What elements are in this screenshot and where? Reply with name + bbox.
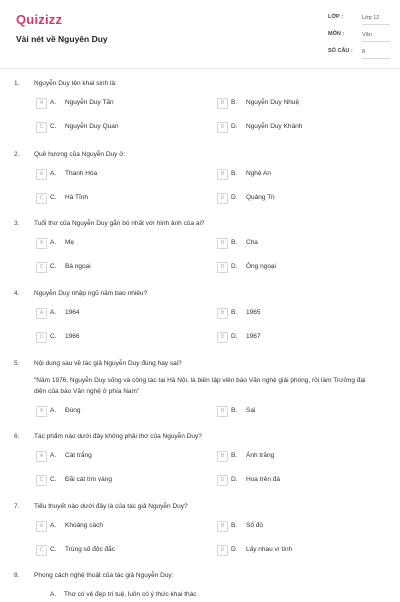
meta-row-class — [328, 12, 390, 26]
option-checkbox[interactable]: B — [217, 521, 228, 532]
option-checkbox[interactable]: D — [217, 545, 228, 556]
question-text: Phong cách nghệ thuật của tác giả Nguyễn Duy: — [34, 572, 174, 579]
option-text: Nguyễn Duy Nhuệ — [246, 99, 300, 106]
option-letter: A. — [50, 522, 57, 529]
option-letter: C. — [50, 194, 57, 201]
option-letter: B. — [231, 170, 238, 177]
question-text: Tiểu thuyết nào dưới đây là của tác giả Nguyễn Duy? — [34, 503, 188, 510]
option-text: Thanh Hóa — [65, 170, 98, 177]
option-text: Cha — [246, 239, 258, 246]
option-text: Ông ngoại — [246, 263, 276, 270]
question-text: Nguyễn Duy tên khai sinh là: — [34, 80, 117, 87]
question-text: Tác phẩm nào dưới đây không phải thơ của Nguyễn Duy? — [34, 433, 202, 440]
option-checkbox[interactable]: A — [36, 98, 47, 109]
option-letter: C. — [50, 476, 57, 483]
option-checkbox[interactable]: C — [36, 545, 47, 556]
option-text: Nguyễn Duy Quan — [65, 123, 119, 130]
meta-value: 8 — [362, 46, 390, 59]
question-number: 3. — [14, 220, 20, 227]
option-text: Hoa trên đá — [246, 476, 280, 483]
option-letter: B. — [231, 239, 238, 246]
option-text: Đãi cát tìm vàng — [65, 476, 112, 483]
option-text: Ánh trăng — [246, 452, 275, 459]
option-checkbox[interactable]: A — [36, 308, 47, 319]
option-text: 1967 — [246, 333, 261, 340]
option-letter: B. — [231, 407, 238, 414]
option-checkbox[interactable]: C — [36, 475, 47, 486]
option-checkbox[interactable]: D — [217, 262, 228, 273]
question-number: 5. — [14, 360, 20, 367]
option-checkbox[interactable]: B — [217, 451, 228, 462]
option-text: 1964 — [65, 309, 80, 316]
question-text: Nội dung sau về tác giả Nguyễn Duy đúng hay sai? — [34, 360, 182, 367]
option-letter: D. — [231, 263, 238, 270]
meta-label: MÔN : — [328, 31, 345, 37]
option-checkbox[interactable]: B — [217, 169, 228, 180]
option-checkbox[interactable]: B — [217, 98, 228, 109]
option-text: Sổ đỏ — [246, 522, 263, 529]
meta-label: SỐ CÂU : — [328, 48, 353, 54]
option-checkbox[interactable]: C — [36, 122, 47, 133]
option-text: Lấy nhau vì tình — [246, 546, 293, 553]
option-letter: D. — [231, 194, 238, 201]
option-checkbox[interactable]: A — [36, 169, 47, 180]
meta-row-subject — [328, 29, 390, 43]
worksheet-title: Vài nét về Nguyên Duy — [16, 34, 108, 44]
option-letter: C. — [50, 333, 57, 340]
option-checkbox[interactable]: D — [217, 193, 228, 204]
option-checkbox[interactable]: B — [217, 238, 228, 249]
question-number: 8. — [14, 572, 20, 579]
option-text: Quảng Trị — [246, 194, 275, 201]
option-letter: D. — [231, 476, 238, 483]
option-letter: B. — [231, 309, 238, 316]
meta-value: Lớp 12 — [362, 12, 390, 25]
option-checkbox[interactable]: A — [36, 406, 47, 417]
option-checkbox[interactable]: C — [36, 262, 47, 273]
option-text: Nguyễn Duy Tấn — [65, 99, 114, 106]
option-letter: A. — [50, 239, 57, 246]
option-checkbox[interactable]: B — [217, 308, 228, 319]
question-text: Quê hương của Nguyễn Duy ở: — [34, 151, 126, 158]
quizizz-logo: Quizizz — [16, 12, 63, 27]
worksheet-header — [0, 0, 400, 69]
option-text: 1966 — [65, 333, 80, 340]
option-letter: D. — [231, 123, 238, 130]
option-text: Nghệ An — [246, 170, 271, 177]
question-number: 2. — [14, 151, 20, 158]
option-letter: B. — [231, 522, 238, 529]
option-text: Khoảng cách — [65, 522, 103, 529]
option-text: Trùng số độc đắc — [65, 546, 115, 553]
option-text: 1965 — [246, 309, 261, 316]
option-text: Bà ngoại — [65, 263, 91, 270]
question-quote: "Năm 1976, Nguyễn Duy sống và công tác tại Hà Nội, là biên tập viên báo Văn nghệ giải phóng, rồi làm Trưởng đại diện của báo Văn nghệ ở phía Nam" — [34, 377, 366, 395]
option-checkbox[interactable]: C — [36, 193, 47, 204]
option-letter: B. — [231, 99, 238, 106]
option-checkbox[interactable]: A — [36, 238, 47, 249]
option-checkbox[interactable]: D — [217, 475, 228, 486]
option-text: Cát trắng — [65, 452, 92, 459]
question-text: Nguyễn Duy nhập ngũ năm bao nhiêu? — [34, 290, 148, 297]
question-number: 4. — [14, 290, 20, 297]
option-checkbox[interactable]: A — [36, 521, 47, 532]
meta-value: Văn — [362, 29, 390, 42]
option-letter: A. — [50, 407, 57, 414]
question-number: 7. — [14, 503, 20, 510]
option-checkbox[interactable]: B — [217, 406, 228, 417]
option-letter: A. — [50, 170, 57, 177]
option-letter: A. — [50, 309, 57, 316]
option-text: Nguyễn Duy Khánh — [246, 123, 303, 130]
option-checkbox[interactable]: D — [217, 122, 228, 133]
option-text: Sai — [246, 407, 256, 414]
question-number: 1. — [14, 80, 20, 87]
question-number: 6. — [14, 433, 20, 440]
option-text: Hà Tĩnh — [65, 194, 89, 201]
option-text: Thơ có vẻ đẹp trí tuệ, luôn có ý thức khai thác — [64, 591, 197, 598]
option-letter: A. — [50, 591, 57, 598]
option-letter: A. — [50, 452, 57, 459]
option-text: Mẹ — [65, 239, 75, 246]
option-checkbox[interactable]: C — [36, 332, 47, 343]
option-text: Đúng — [65, 407, 81, 414]
option-letter: A. — [50, 99, 57, 106]
option-letter: C. — [50, 546, 57, 553]
option-letter: C. — [50, 263, 57, 270]
option-letter: D. — [231, 333, 238, 340]
option-letter: D. — [231, 546, 238, 553]
meta-row-count — [328, 46, 390, 60]
question-text: Tuổi thơ của Nguyễn Duy gắn bó nhất với hình ảnh của ai? — [34, 220, 205, 227]
worksheet-meta — [328, 12, 390, 63]
meta-label: LỚP : — [328, 14, 343, 20]
option-letter: C. — [50, 123, 57, 130]
option-letter: B. — [231, 452, 238, 459]
option-checkbox[interactable]: D — [217, 332, 228, 343]
option-checkbox[interactable]: A — [36, 451, 47, 462]
